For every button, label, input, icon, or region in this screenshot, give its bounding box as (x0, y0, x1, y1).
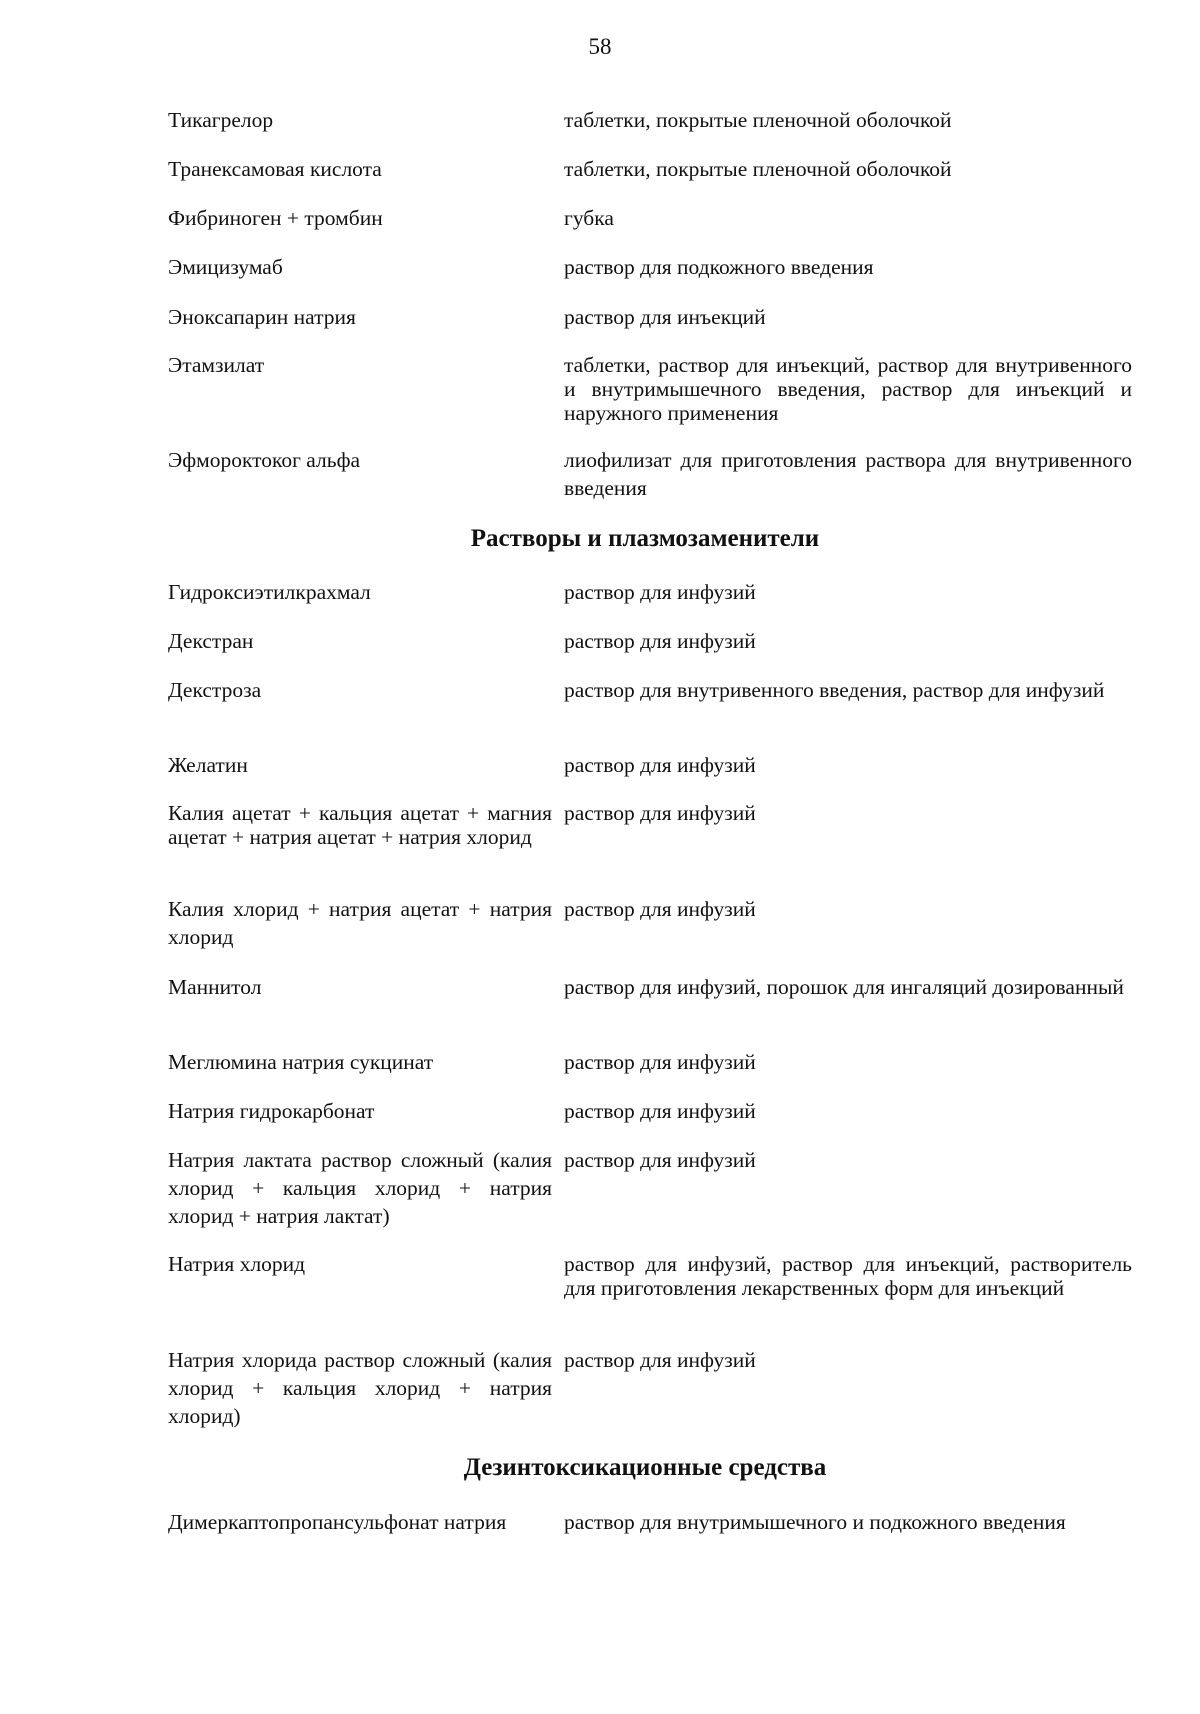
table-row (168, 895, 1132, 951)
drug-name: Меглюмина натрия сукцинат (168, 1050, 434, 1074)
drug-name: Калия ацетат + кальция ацетат + магния ацетат + натрия ацетат + натрия хлорид (168, 801, 552, 849)
table-row (168, 676, 1132, 704)
table-row (168, 1050, 1132, 1074)
table-row (168, 1252, 1132, 1300)
dosage-form: раствор для инъекций (564, 305, 766, 329)
section-heading: Дезинтоксикационные средства (463, 1454, 827, 1481)
table-row (168, 973, 1132, 1001)
table-row (168, 446, 1132, 502)
dosage-form: раствор для инфузий (564, 1050, 756, 1074)
table-row (168, 1099, 1132, 1123)
table-row (168, 580, 1132, 604)
dosage-form: раствор для инфузий (564, 629, 756, 653)
dosage-form: лиофилизат для приготовления раствора для внутривенного введения (564, 448, 1132, 500)
drug-name: Маннитол (168, 975, 262, 999)
drug-name: Натрия хлорида раствор сложный (калия хлорид + кальция хлорид + натрия хлорид) (168, 1348, 552, 1428)
table-row (168, 108, 1132, 132)
dosage-form: таблетки, раствор для инъекций, раствор для внутривенного и внутримышечного введения, раствор для инъекций и наружного применения (564, 353, 1132, 425)
page-number: 58 (588, 34, 612, 59)
dosage-form: раствор для внутривенного введения, раствор для инфузий (564, 678, 1105, 702)
dosage-form: губка (564, 206, 614, 230)
dosage-form: раствор для инфузий (564, 1348, 756, 1372)
dosage-form: раствор для инфузий (564, 801, 756, 825)
table-row (168, 1508, 1132, 1536)
drug-name: Этамзилат (168, 353, 265, 377)
drug-name: Натрия гидрокарбонат (168, 1099, 375, 1123)
dosage-form: раствор для подкожного введения (564, 255, 874, 279)
dosage-form: таблетки, покрытые пленочной оболочкой (564, 157, 952, 181)
drug-name: Натрия хлорид (168, 1252, 306, 1276)
drug-name: Эфмороктоког альфа (168, 448, 361, 472)
table-row (168, 629, 1132, 653)
dosage-form: раствор для инфузий (564, 897, 756, 921)
drug-name: Транексамовая кислота (168, 157, 382, 181)
table-row (168, 157, 1132, 181)
drug-name: Фибриноген + тромбин (168, 206, 383, 230)
table-row (168, 801, 1132, 849)
dosage-form: раствор для инфузий (564, 1148, 756, 1172)
drug-name: Желатин (168, 753, 248, 777)
drug-name: Тикагрелор (168, 108, 274, 132)
section-heading: Растворы и плазмозаменители (470, 525, 820, 552)
dosage-form: раствор для инфузий (564, 580, 756, 604)
dosage-form: таблетки, покрытые пленочной оболочкой (564, 108, 952, 132)
table-row (168, 305, 1132, 329)
dosage-form: раствор для инфузий (564, 753, 756, 777)
dosage-form: раствор для инфузий, порошок для ингаляций дозированный (564, 975, 1124, 999)
drug-name: Эноксапарин натрия (168, 305, 356, 329)
table-row (168, 753, 1132, 777)
drug-name: Декстроза (168, 678, 262, 702)
drug-name: Калия хлорид + натрия ацетат + натрия хлорид (168, 897, 552, 949)
table-row (168, 1346, 1132, 1430)
table-row (168, 255, 1132, 279)
drug-name: Димеркаптопропансульфонат натрия (168, 1510, 507, 1534)
drug-name: Гидроксиэтилкрахмал (168, 580, 371, 604)
table-row (168, 206, 1132, 230)
drug-name: Декстран (168, 629, 254, 653)
table-row (168, 1146, 1132, 1230)
dosage-form: раствор для инфузий (564, 1099, 756, 1123)
drug-name: Натрия лактата раствор сложный (калия хлорид + кальция хлорид + натрия хлорид + натрия лактат) (168, 1148, 552, 1228)
drug-name: Эмицизумаб (168, 255, 283, 279)
dosage-form: раствор для внутримышечного и подкожного введения (564, 1510, 1066, 1534)
dosage-form: раствор для инфузий, раствор для инъекций, растворитель для приготовления лекарственных форм для инъекций (564, 1252, 1132, 1300)
table-row (168, 353, 1132, 425)
